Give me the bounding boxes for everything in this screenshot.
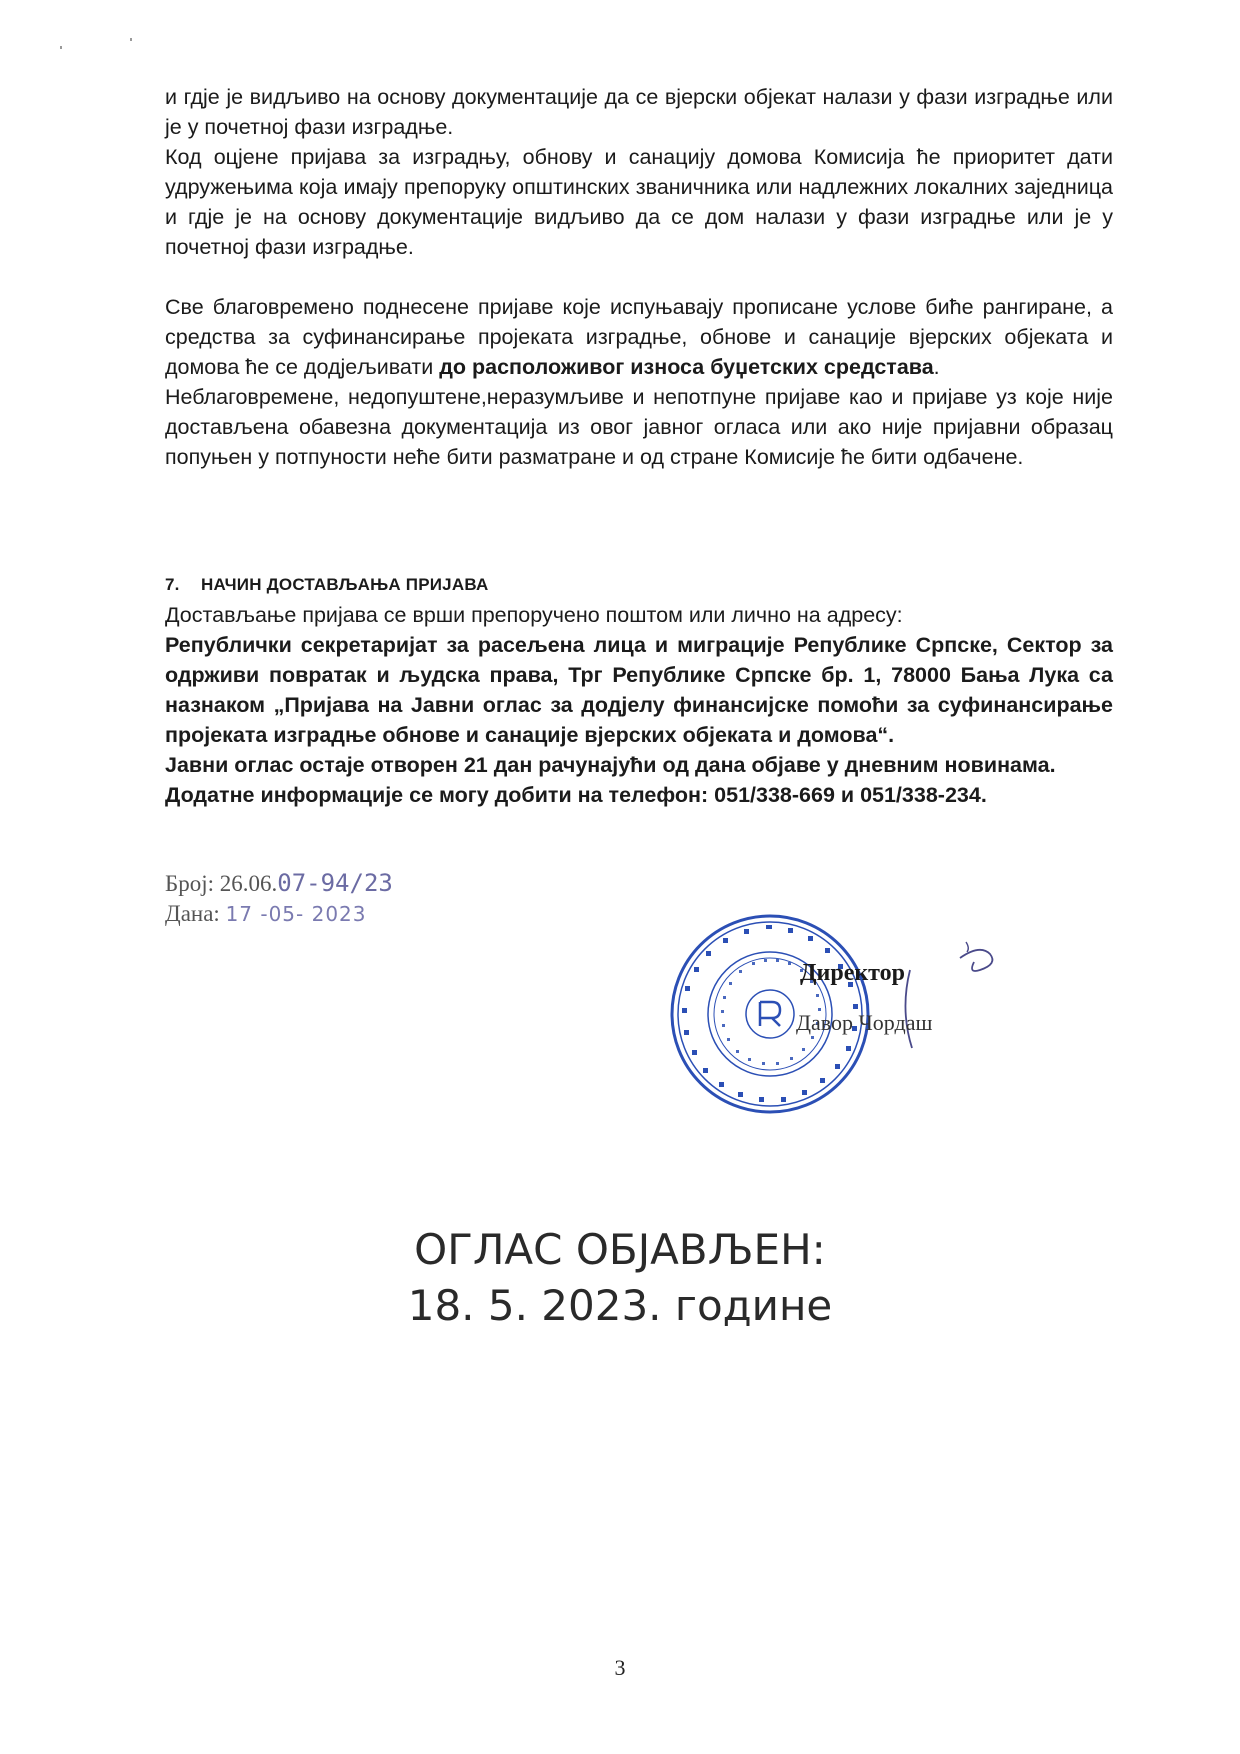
section-7-intro: Достављање пријава се врши препоручено поштом или лично на адресу: [165,603,903,627]
ranking-end: . [933,355,940,379]
reference-date-stamped: 17 -05- 2023 [225,902,367,926]
body-text [165,82,1113,472]
section-7-address: Републички секретаријат за расељена лица и миграције Републике Српске, Сектор за одрживи повратак и људска права, Трг Републике Српске бр. 1, 78000 Бања Лука са назнаком „Пријава на Јавни оглас за додјелу финансијске помоћи за суфинансирање пројеката изградње обнове и санације вјерских објеката и домова“. [165,633,1113,747]
paragraph-ranking [165,292,1113,382]
section-7-title: НАЧИН ДОСТАВЉАЊА ПРИЈАВА [201,575,489,594]
ranking-text: Све благовремено поднесене пријаве које испуњавају прописане услове биће рангиране, а средства за суфинансирање пројеката изградње, обнове и санације вјерских објеката и домова ће се додјељивати [165,295,1113,379]
scan-speck [60,46,62,49]
signatory-name: Давор Чордаш [796,1010,933,1035]
reference-date-label: Дана: [165,901,220,926]
paragraph-rejection: Неблаговремене, недопуштене,неразумљиве и непотпуне пријаве као и пријаве уз које није достављена обавезна документација из овог јавног огласа или ако није пријавни образац попуњен у потпуности неће бити разматране и од стране Комисије ће бити одбачене. [165,385,1113,469]
section-7 [165,570,1113,810]
section-7-number: 7. [165,575,180,594]
section-7-info: Додатне информације се могу добити на телефон: 051/338-669 и 051/338-234. [165,783,987,807]
published-label: ОГЛАС ОБЈАВЉЕН: [414,1225,826,1274]
published-date: 18. 5. 2023. године [407,1281,833,1330]
reference-number-label: Број: 26.06. [165,871,278,896]
reference-block [165,868,393,929]
section-7-open-period: Јавни оглас остаје отворен 21 дан рачунајући од дана објаве у дневним новинама. [165,753,1056,777]
signatory-title: Директор [800,960,905,986]
paragraph-religious-objects: и гдје је видљиво на основу документације да се вјерски објекат налази у фази изградње или је у почетној фази изградње. [165,85,1113,139]
reference-number [165,868,393,899]
section-7-heading [165,570,1113,600]
reference-date [165,899,393,929]
reference-number-handwritten: 07-94/23 [277,869,393,897]
published-notice [0,1222,1240,1334]
scan-speck [130,38,132,41]
ranking-bold: до расположивог износа буџетских средстава [439,355,934,379]
handwritten-signature-icon [840,940,1010,1060]
page-number: 3 [614,1655,626,1680]
paragraph-homes-priority: Код оцјене пријава за изградњу, обнову и санацију домова Комисија ће приоритет дати удружењима која имају препоруку општинских званичника или надлежних локалних заједница и гдје је на основу документације видљиво да се дом налази у фази изградње или је у почетној фази изградње. [165,145,1113,259]
